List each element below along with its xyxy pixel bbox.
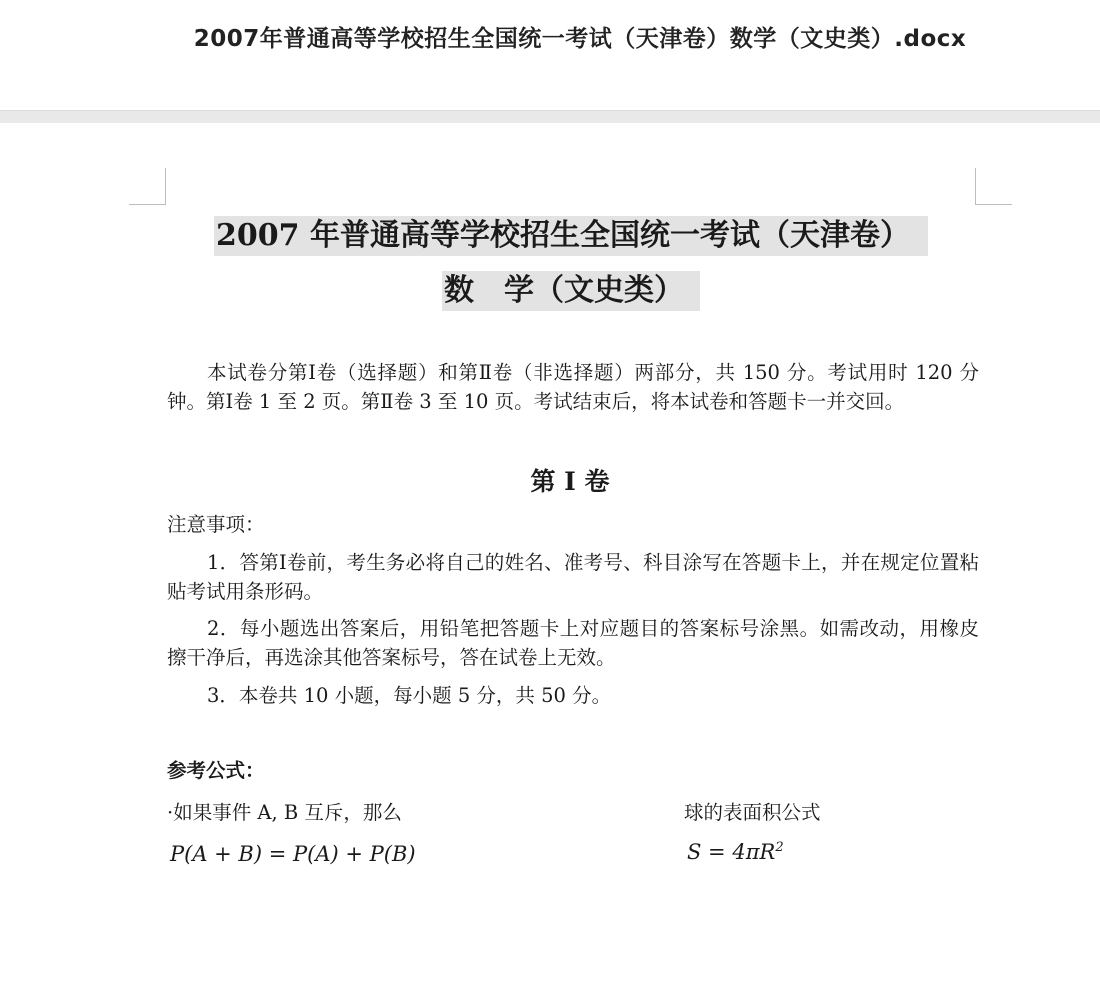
notes-label: 注意事项： <box>167 513 265 536</box>
paper-title: 2007 年普通高等学校招生全国统一考试（天津卷） <box>214 216 928 256</box>
formula-sphere-area-base: S = 4πR <box>687 840 776 864</box>
page-corner-mark-right <box>975 168 1012 205</box>
note-item: 2．每小题选出答案后，用铅笔把答题卡上对应题目的答案标号涂黑。如需改动，用橡皮擦干净后，再选涂其他答案标号，答在试卷上无效。 <box>167 617 979 669</box>
page-corner-mark-left <box>129 168 166 205</box>
formula-sphere-area <box>687 840 784 864</box>
paper-subtitle: 数 学（文史类） <box>442 271 700 311</box>
note-item: 3．本卷共 10 小题，每小题 5 分，共 50 分。 <box>207 684 612 707</box>
note-item: 1．答第Ⅰ卷前，考生务必将自己的姓名、准考号、科目涂写在答题卡上，并在规定位置粘贴考试用条形码。 <box>167 551 979 603</box>
formula-right-text: 球的表面积公式 <box>684 801 821 824</box>
formula-heading: 参考公式： <box>167 759 265 782</box>
formula-addition-rule: P(A + B) = P(A) + P(B) <box>170 842 416 866</box>
section-heading: 第 I 卷 <box>530 467 610 496</box>
document-title-bar <box>0 0 1100 110</box>
formula-sphere-area-exponent: 2 <box>775 840 784 855</box>
formula-left-text: ·如果事件 A, B 互斥，那么 <box>167 801 402 824</box>
page-separator <box>0 110 1100 124</box>
intro-paragraph: 本试卷分第Ⅰ卷（选择题）和第Ⅱ卷（非选择题）两部分，共 150 分。考试用时 120 分钟。第Ⅰ卷 1 至 2 页。第Ⅱ卷 3 至 10 页。考试结束后，将本试卷和答题卡一并交回。 <box>167 361 979 413</box>
document-file-title: 2007年普通高等学校招生全国统一考试（天津卷）数学（文史类）.docx <box>193 26 967 52</box>
